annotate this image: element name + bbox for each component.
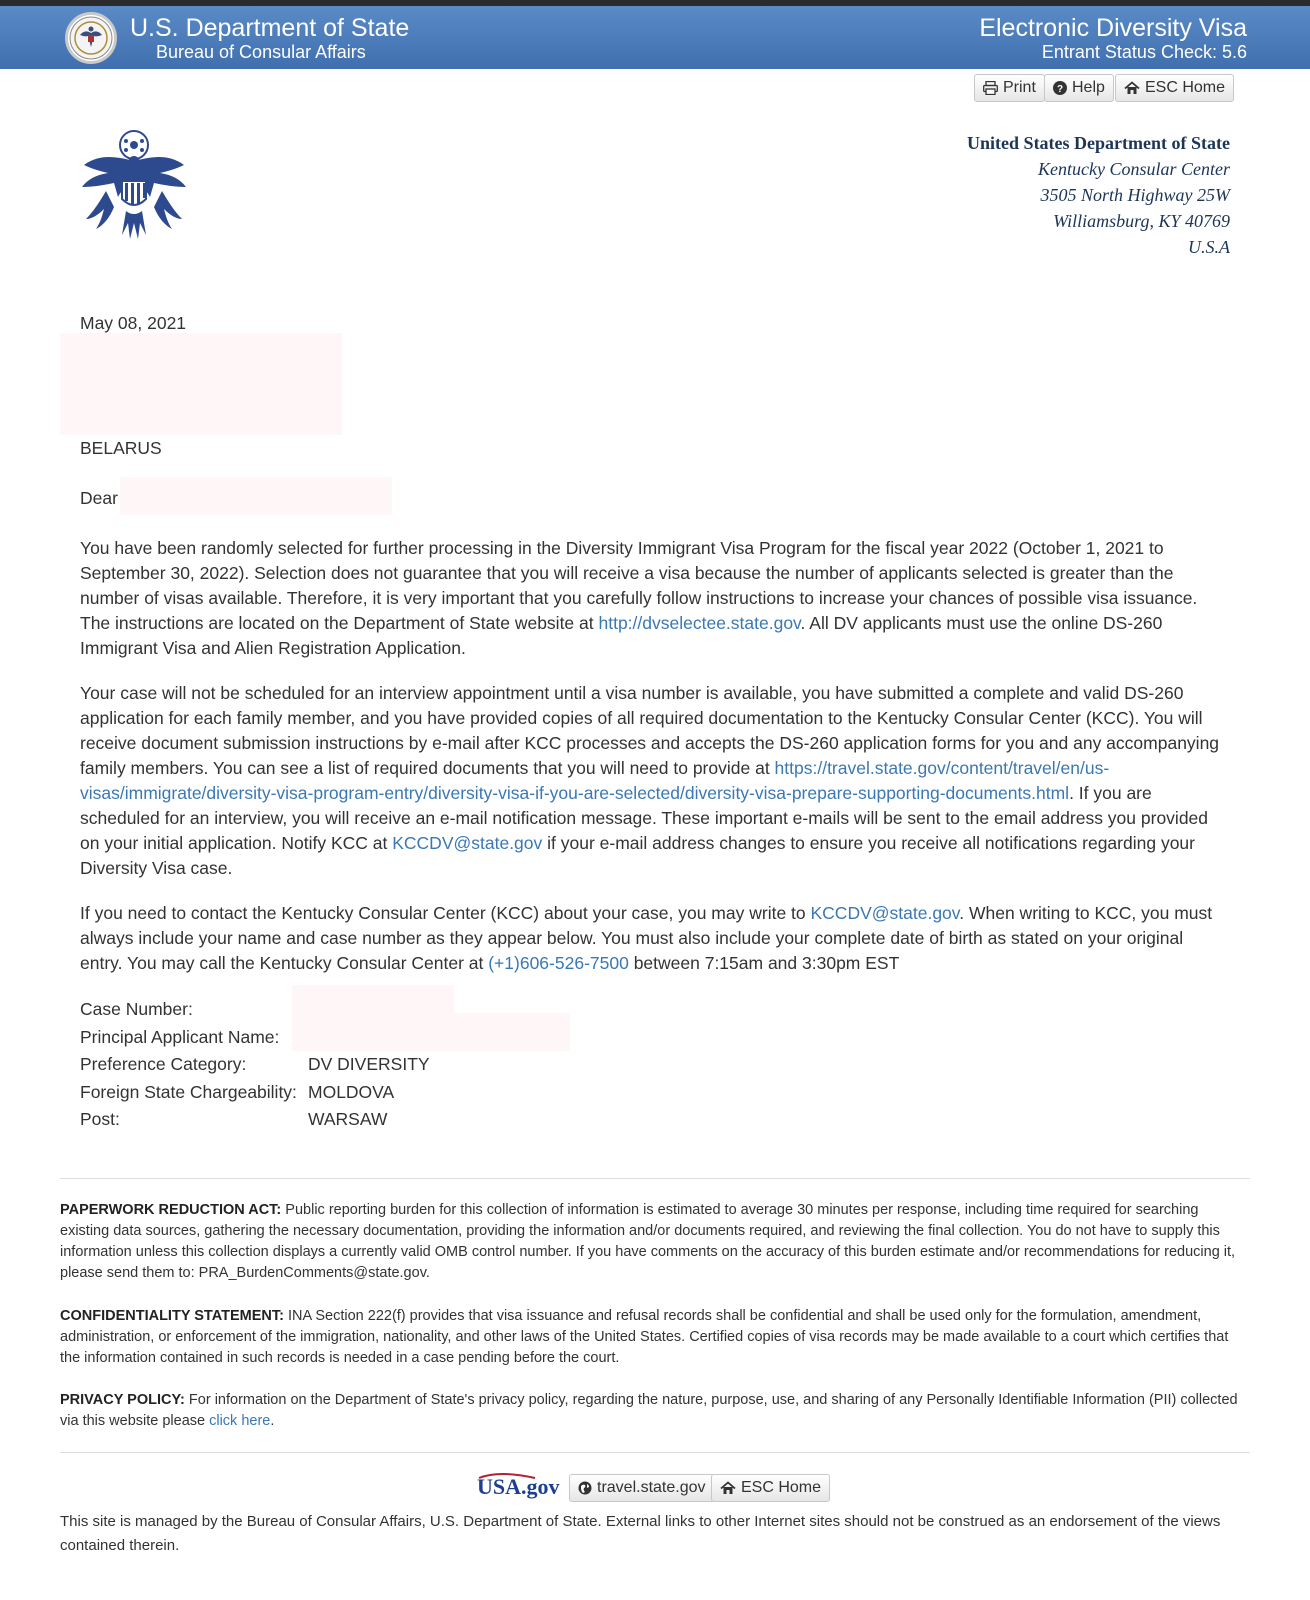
kcc-email-link[interactable]: KCCDV@state.gov: [392, 833, 543, 853]
paragraph-selection: [80, 536, 1230, 661]
supporting-documents-link[interactable]: https://travel.state.gov/content/travel/en/us-visas/immigrate/diversity-visa-program-entry/diversity-visa-if-you-are-selected/diversity-visa-prepare-supporting-documents.html: [80, 758, 1110, 803]
confidentiality-statement: [60, 1306, 1250, 1369]
letter-date: May 08, 2021: [80, 313, 187, 333]
preference-label: Preference Category:: [80, 1054, 247, 1074]
post-value: WARSAW: [308, 1109, 388, 1129]
paragraph-text: if your e-mail address changes to ensure you receive all notifications regarding your Diversity Visa case.: [80, 833, 1195, 878]
kcc-address: [967, 130, 1230, 260]
svg-text:?: ?: [1056, 84, 1064, 95]
privacy-policy: [60, 1390, 1250, 1432]
kcc-phone-link[interactable]: (+1)606-526-7500: [488, 953, 629, 973]
redacted-case-number: [292, 985, 454, 1015]
pra-title: PAPERWORK REDUCTION ACT:: [60, 1202, 282, 1218]
print-button[interactable]: [974, 74, 1045, 102]
esc-home-button[interactable]: [1115, 74, 1234, 102]
case-number-label: Case Number:: [80, 999, 193, 1019]
usa-gov-text: USA.gov: [477, 1474, 560, 1499]
redacted-name: [120, 477, 392, 515]
chargeability-label: Foreign State Chargeability:: [80, 1081, 297, 1102]
usa-gov-logo[interactable]: [475, 1472, 565, 1502]
post-row: [80, 1106, 430, 1134]
address-line: Williamsburg, KY 40769: [1053, 211, 1230, 231]
address-line: Kentucky Consular Center: [1038, 159, 1230, 179]
privacy-title: PRIVACY POLICY:: [60, 1392, 185, 1408]
pra-text: Public reporting burden for this collection of information is estimated to average 30 minutes per response, including time required for searching existing data sources, gathering the necessary documentation, providing the information and/or documents required, and reviewing the final collection. You do not have to supply this information unless this collection displays a currently valid OMB control number. If you have comments on the accuracy of this burden estimate and/or recommendations for reducing it, please send them to: PRA_BurdenComments@state.gov.: [60, 1202, 1236, 1281]
print-label: Print: [1003, 79, 1036, 96]
post-label: Post:: [80, 1109, 120, 1129]
kcc-email-link[interactable]: KCCDV@state.gov: [810, 903, 960, 923]
print-icon: [983, 81, 998, 95]
app-version: Entrant Status Check: 5.6: [1041, 42, 1247, 62]
question-circle-icon: [1053, 81, 1067, 95]
privacy-click-here-link[interactable]: click here: [209, 1413, 271, 1429]
letter-country: BELARUS: [80, 438, 162, 458]
globe-icon: [578, 1481, 592, 1495]
redacted-address: [60, 333, 342, 435]
preference-value: DV DIVERSITY: [308, 1054, 430, 1074]
redacted-applicant-name: [292, 1013, 570, 1051]
footer-divider: [60, 1178, 1250, 1179]
paragraph-text: Your case will not be scheduled for an interview appointment until a visa number is available, you have submitted a complete and valid DS-260 application for each family member, and you have provided copies of all required documentation to the Kentucky Consular Center (KCC). You will receive document submission instructions by e-mail after KCC processes and accepts the DS-260 application forms for you and any accompanying family members. You can see a list of required documents that you will need to provide at: [80, 683, 1220, 778]
state-seal-icon: [65, 12, 117, 64]
paragraph-text: If you need to contact the Kentucky Consular Center (KCC) about your case, you may write to: [80, 903, 811, 923]
letter-salutation: Dear: [80, 488, 118, 508]
paragraph-text: . All DV applicants must use the online DS-260 Immigrant Visa and Alien Registration Application.: [80, 613, 1163, 658]
travel-state-gov-label: travel.state.gov: [597, 1479, 706, 1496]
bureau-subtitle: Bureau of Consular Affairs: [156, 42, 366, 62]
site-managed-note: This site is managed by the Bureau of Consular Affairs, U.S. Department of State. External links to other Internet sites should not be construed as an endorsement of the views contained therein.: [60, 1513, 1221, 1554]
dvselectee-link[interactable]: http://dvselectee.state.gov: [598, 613, 801, 633]
great-seal-icon: [78, 127, 190, 245]
app-title: Electronic Diversity Visa: [979, 14, 1247, 42]
paragraph-interview: [80, 681, 1230, 881]
address-organization: United States Department of State: [967, 133, 1230, 153]
travel-state-gov-button[interactable]: [569, 1474, 715, 1502]
address-line: 3505 North Highway 25W: [1040, 185, 1230, 205]
footer-esc-home-button[interactable]: [711, 1474, 830, 1502]
footer-divider: [60, 1452, 1250, 1453]
help-label: Help: [1072, 79, 1105, 96]
footer-esc-home-label: ESC Home: [741, 1479, 822, 1496]
confidentiality-text: INA Section 222(f) provides that visa issuance and refusal records shall be confidential and shall be used only for the formulation, amendment, administration, or enforcement of the immigration, nationality, and other laws of the United States. Certified copies of visa records may be made available to a court which certifies that the information contained in such records is needed in a case pending before the court.: [60, 1308, 1229, 1366]
address-line: U.S.A: [1188, 237, 1230, 257]
letter-body: [80, 536, 1230, 976]
preference-row: [80, 1051, 430, 1079]
page-header: [0, 6, 1310, 69]
chargeability-row: [80, 1079, 430, 1107]
paragraph-text: between 7:15am and 3:30pm EST: [628, 953, 900, 973]
privacy-text: For information on the Department of State's privacy policy, regarding the nature, purpose, use, and sharing of any Personally Identifiable Information (PII) collected via this website please: [60, 1392, 1238, 1429]
home-icon: [720, 1481, 736, 1495]
home-icon: [1124, 81, 1140, 95]
applicant-name-label: Principal Applicant Name:: [80, 1026, 280, 1047]
esc-home-label: ESC Home: [1145, 79, 1226, 96]
paragraph-text: . When writing to KCC, you must always include your name and case number as they appear below. You must also include your complete date of birth as stated on your original entry. You may call the Kentucky Consular Center at: [80, 903, 1213, 973]
help-button[interactable]: [1044, 74, 1114, 102]
paragraph-contact: [80, 901, 1230, 976]
paperwork-reduction-act: [60, 1200, 1250, 1284]
paragraph-text: . If you are scheduled for an interview, you will receive an e-mail notification message. These important e-mails will be sent to the email address you provided on your initial application. Notify KCC at: [80, 783, 1209, 853]
chargeability-value: MOLDOVA: [308, 1081, 395, 1102]
paragraph-text: You have been randomly selected for further processing in the Diversity Immigrant Visa Program for the fiscal year 2022 (October 1, 2021 to September 30, 2022). Selection does not guarantee that you will receive a visa because the number of applicants selected is greater than the number of visas available. Therefore, it is very important that you carefully follow instructions to increase your chances of possible visa issuance. The instructions are located on the Department of State website at: [80, 538, 1198, 633]
confidentiality-title: CONFIDENTIALITY STATEMENT:: [60, 1308, 284, 1324]
privacy-end: .: [270, 1413, 275, 1429]
department-title: U.S. Department of State: [130, 14, 410, 42]
